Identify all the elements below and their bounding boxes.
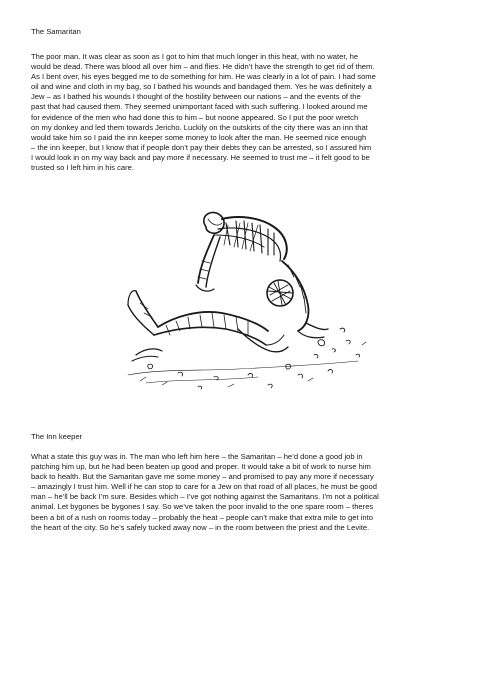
text-line: The poor man. It was clear as soon as I got to him that much longer in this heat, with no water, he [31, 52, 359, 61]
text-line: for evidence of the men who had done this to him – but noone appeared. So I put the poor wretch [31, 112, 359, 122]
section-title-inn-keeper: The Inn keeper [31, 432, 83, 441]
text-line: – the inn keeper, but I know that if people don’t pay their debts they can be arrested, so I assured him [31, 142, 372, 152]
text-line: back to health. But the Samaritan gave me some money – and promised to pay any more if necessary [31, 472, 374, 482]
text-line: would take him so I paid the inn keeper some money to look after the man. He seemed nice enough [31, 132, 367, 142]
paragraph-inn-keeper [31, 452, 471, 533]
text-line: past that had caused them. They seemed unimportant faced with such suffering. I looked around me [31, 102, 368, 112]
text-line: man – he’ll be back I’m sure. Besides which – I’ve got nothing against the Samaritans. I’m not a political [31, 492, 379, 502]
text-line: would be dead. There was blood all over him – and flies. He didn’t have the strength to get rid of them. [31, 62, 375, 72]
text-line: What a state this guy was in. The man who left him here – the Samaritan – he’d done a good job in [31, 452, 363, 461]
text-line: on my donkey and led them towards Jericho. Luckily on the outskirts of the city there was an inn that [31, 122, 368, 132]
paragraph-samaritan [31, 52, 471, 173]
text-line: been a bit of a rush on rooms today – probably the heat – people can’t make that extra mile to get into [31, 512, 373, 522]
text-line: trusted so I left him in his care. [31, 163, 134, 173]
samaritan-sketch-icon [118, 205, 373, 395]
section-title-samaritan: The Samaritan [31, 27, 81, 36]
text-line: animal. Let bygones be bygones I say. So we’ve taken the poor invalid to the one spare room – theres [31, 502, 374, 512]
text-line: the heart of the city. So he’s safely tucked away now – in the room between the priest and the Levite. [31, 522, 370, 532]
text-line: patching him up, but he had been beaten up good and proper. It would take a bit of work to nurse him [31, 462, 371, 472]
text-line: oil and wine and cloth in my bag, so I bathed his wounds and bandaged them. Yes he was definitely a [31, 82, 372, 92]
text-line: As I bent over, his eyes begged me to do something for him. He was clearly in a lot of pain. I had some [31, 72, 376, 82]
text-line: Jew – as I bathed his wounds I thought of the hostility between our nations – and the events of the [31, 92, 361, 102]
text-line: – amazingly I trust him. Well if he can stop to care for a Jew on that road of all places, he must be good [31, 482, 377, 492]
text-line: I would look in on my way back and pay more if necessary. He seemed to trust me – it felt good to be [31, 152, 370, 162]
